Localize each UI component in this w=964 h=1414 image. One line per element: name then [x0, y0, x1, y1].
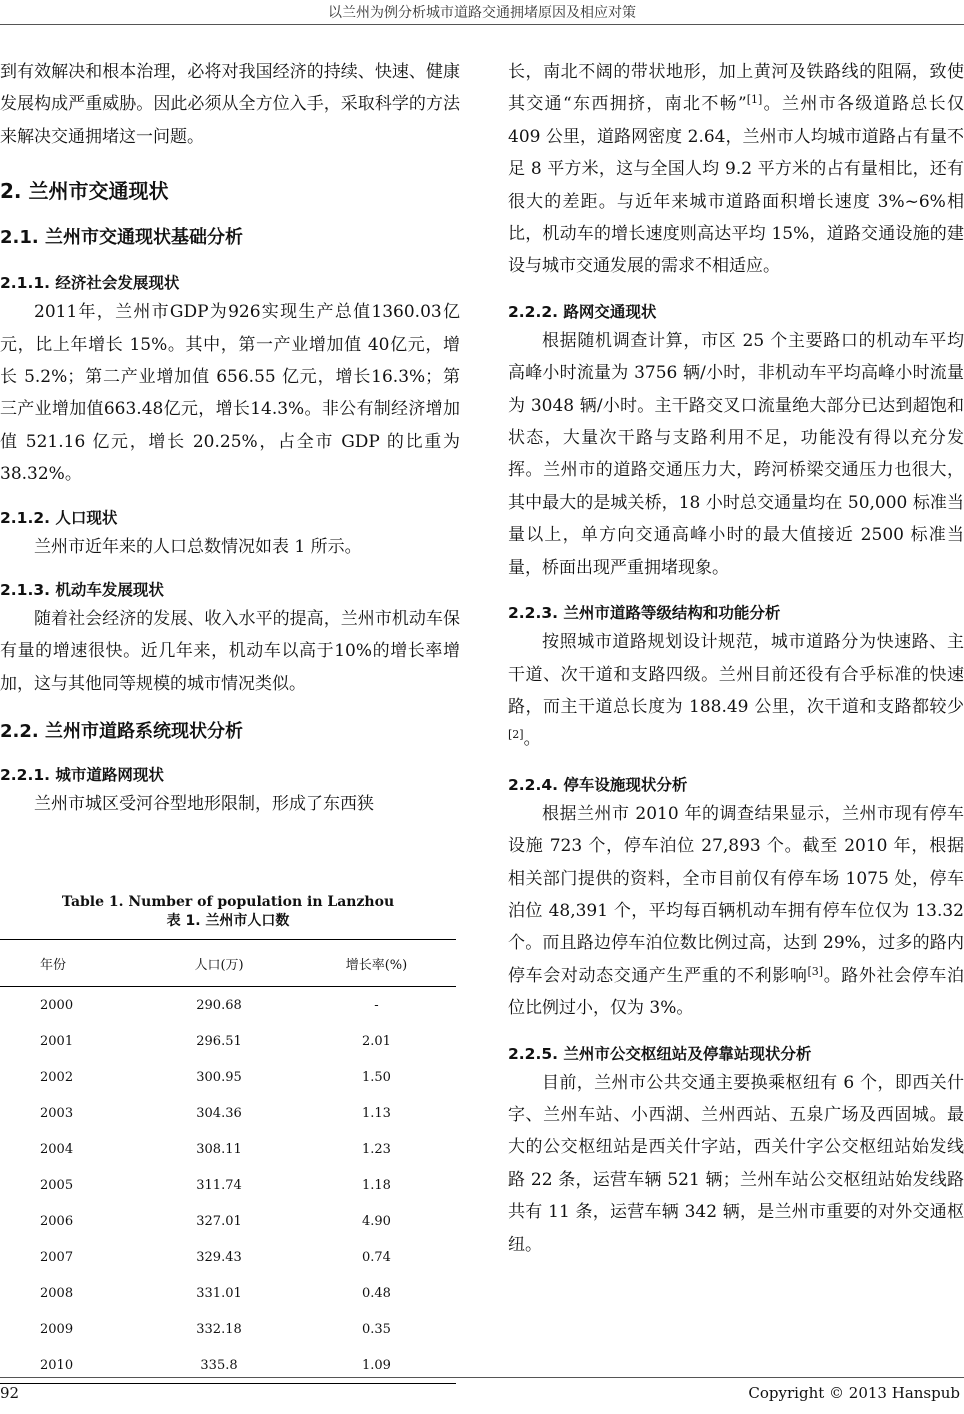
- footer-rule: [0, 1377, 964, 1378]
- year-cell: 2005: [40, 1177, 74, 1193]
- table-row: [0, 1059, 456, 1095]
- year-cell: 2008: [40, 1285, 74, 1301]
- citation-1[interactable]: [1]: [746, 93, 763, 107]
- header-rule: [0, 24, 964, 25]
- citation-3[interactable]: [3]: [807, 964, 824, 978]
- column-header-year: 年份: [0, 940, 141, 987]
- section-2-1-heading: 2.1. 兰州市交通现状基础分析: [0, 227, 243, 249]
- running-title: 以兰州为例分析城市道路交通拥堵原因及相应对策: [328, 5, 636, 21]
- column-header-population: 人口(万): [141, 940, 297, 987]
- table-caption-en: Table 1. Number of population in Lanzhou: [61, 894, 395, 910]
- section-2-1-3-paragraph: 随着社会经济的发展、收入水平的提高，兰州市机动车保有量的增速很快。近几年来，机动车以高于10%的增长率增加，这与其他同等规模的城市情况类似。: [0, 609, 460, 694]
- section-2-1-2-paragraph: 兰州市近年来的人口总数情况如表 1 所示。: [34, 536, 362, 557]
- section-2-2-5-heading: 2.2.5. 兰州市公交枢纽站及停靠站现状分析: [508, 1044, 812, 1063]
- population-cell: 300.95: [196, 1069, 242, 1085]
- year-cell: 2006: [40, 1213, 74, 1229]
- table-row: [0, 1023, 456, 1059]
- population-cell: 331.01: [196, 1285, 242, 1301]
- growth-rate-cell: 1.50: [362, 1069, 391, 1085]
- growth-rate-cell: -: [374, 997, 379, 1013]
- section-2-2-4-heading: 2.2.4. 停车设施现状分析: [508, 775, 688, 794]
- population-cell: 327.01: [196, 1213, 242, 1229]
- citation-2[interactable]: [2]: [508, 728, 524, 742]
- table-row: [0, 1095, 456, 1131]
- table-row: [0, 1311, 456, 1347]
- table-row: [0, 1167, 456, 1203]
- section-2-2-heading: 2.2. 兰州市道路系统现状分析: [0, 721, 243, 743]
- section-2-2-3-paragraph: 按照城市道路规划设计规范，城市道路分为快速路、主干道、次干道和支路四级。兰州目前还役有合乎标准的快速路，而主干道总长度为 188.49 公里，次干道和支路都较少[2]。: [508, 632, 964, 750]
- copyright-notice: Copyright © 2013 Hanspub: [748, 1384, 960, 1402]
- right-column: [508, 56, 964, 1261]
- section-2-2-1-paragraph-start: 兰州市城区受河谷型地形限制，形成了东西狭: [34, 794, 374, 815]
- section-2-2-3-heading: 2.2.3. 兰州市道路等级结构和功能分析: [508, 604, 781, 623]
- year-cell: 2007: [40, 1249, 74, 1265]
- growth-rate-cell: 4.90: [362, 1213, 391, 1229]
- year-cell: 2004: [40, 1141, 74, 1157]
- growth-rate-cell: 0.48: [362, 1285, 391, 1301]
- table-row: [0, 1131, 456, 1167]
- population-cell: 329.43: [196, 1249, 242, 1265]
- section-2-2-2-heading: 2.2.2. 路网交通现状: [508, 302, 657, 321]
- year-cell: 2010: [0, 1347, 141, 1384]
- year-cell: 2009: [40, 1321, 74, 1337]
- year-cell: 2002: [40, 1069, 74, 1085]
- growth-rate-cell: 0.74: [362, 1249, 391, 1265]
- growth-rate-cell: 1.09: [297, 1347, 456, 1384]
- population-table: [0, 939, 456, 1384]
- year-cell: 2000: [40, 997, 74, 1013]
- section-2-2-1-paragraph-cont: 长，南北不阔的带状地形，加上黄河及铁路线的阻隔，致使其交通“东西拥挤，南北不畅”[1]。兰州市各级道路总长仅 409 公里，道路网密度 2.64，兰州市人均城市道路占有量不足 8 平方米，这与全国人均 9.2 平方米的占有量相比，还有很大的差距。与近年来城市道路面积增长速度 3%~6%相比，机动车的增长速度则高达平均 15%，道路交通设施的建设与城市交通发展的需求不相适应。: [508, 62, 964, 277]
- table-header-row: [0, 940, 456, 987]
- table-caption-zh: 表 1. 兰州市人口数: [166, 913, 290, 929]
- section-2-2-5-paragraph: 目前，兰州市公共交通主要换乘枢纽有 6 个，即西关什字、兰州车站、小西湖、兰州西站、五泉广场及西固城。最大的公交枢纽站是西关什字站，西关什字公交枢纽站始发线路 22 条，运营车辆 521 辆；兰州车站公交枢纽站始发线路共有 11 条，运营车辆 342 辆，是兰州市重要的对外交通枢纽。: [508, 1072, 964, 1255]
- population-cell: 304.36: [196, 1105, 242, 1121]
- table-row: [0, 1347, 456, 1384]
- growth-rate-cell: 1.18: [362, 1177, 391, 1193]
- population-cell: 290.68: [196, 997, 242, 1013]
- population-cell: 296.51: [196, 1033, 242, 1049]
- section-2-heading: 2. 兰州市交通现状: [0, 179, 169, 204]
- section-2-2-4-paragraph: 根据兰州市 2010 年的调查结果显示，兰州市现有停车设施 723 个，停车泊位 27,893 个。截至 2010 年，根据相关部门提供的资料，全市目前仅有停车场 1075 处，停车泊位 48,391 个，平均每百辆机动车拥有停车位仅为 13.32 个。而且路边停车泊位数比例过高，达到 29%，过多的路内停车会对动态交通产生严重的不利影响[3]。路外社会停车泊位比例过小，仅为 3%。: [508, 803, 964, 1019]
- population-cell: 308.11: [196, 1141, 242, 1157]
- growth-rate-cell: 1.23: [362, 1141, 391, 1157]
- section-2-2-2-paragraph: 根据随机调查计算，市区 25 个主要路口的机动车平均高峰小时流量为 3756 辆/小时，非机动车平均高峰小时流量为 3048 辆/小时。主干路交叉口流量绝大部分已达到超饱和状态，大量次干路与支路利用不足，功能没有得以充分发挥。兰州市的道路交通压力大，跨河桥梁交通压力也很大，其中最大的是城关桥，18 小时总交通量均在 50,000 标准当量以上，单方向交通高峰小时的最大值接近 2500 标准当量，桥面出现严重拥堵现象。: [508, 330, 964, 578]
- column-header-growth-rate: 增长率(%): [297, 940, 456, 987]
- growth-rate-cell: 2.01: [362, 1033, 391, 1049]
- population-table-block: [0, 893, 456, 1384]
- growth-rate-cell: 0.35: [362, 1321, 391, 1337]
- table-row: [0, 1203, 456, 1239]
- section-2-2-1-heading: 2.2.1. 城市道路网现状: [0, 766, 164, 785]
- year-cell: 2003: [40, 1105, 74, 1121]
- section-2-1-1-heading: 2.1.1. 经济社会发展现状: [0, 274, 180, 293]
- year-cell: 2001: [40, 1033, 74, 1049]
- page-number: 92: [0, 1384, 20, 1402]
- left-column: [0, 56, 460, 821]
- table-row: [0, 1275, 456, 1311]
- population-cell: 311.74: [196, 1177, 242, 1193]
- section-2-1-1-paragraph: 2011年，兰州市GDP为926实现生产总值1360.03亿元，比上年增长 15%。其中，第一产业增加值 40亿元，增长 5.2%；第二产业增加值 656.55 亿元，增长16.3%；第三产业增加值663.48亿元，增长14.3%。非公有制经济增加值 521.16 亿元，增长 20.25%，占全市 GDP 的比重为 38.32%。: [0, 302, 460, 485]
- table-row: [0, 987, 456, 1024]
- population-cell: 332.18: [196, 1321, 242, 1337]
- section-2-1-2-heading: 2.1.2. 人口现状: [0, 508, 118, 527]
- section-2-1-3-heading: 2.1.3. 机动车发展现状: [0, 581, 164, 600]
- table-row: [0, 1239, 456, 1275]
- intro-paragraph: 到有效解决和根本治理，必将对我国经济的持续、快速、健康发展构成严重威胁。因此必须从全方位入手，采取科学的方法来解决交通拥堵这一问题。: [0, 62, 460, 147]
- growth-rate-cell: 1.13: [362, 1105, 391, 1121]
- population-cell: 335.8: [141, 1347, 297, 1384]
